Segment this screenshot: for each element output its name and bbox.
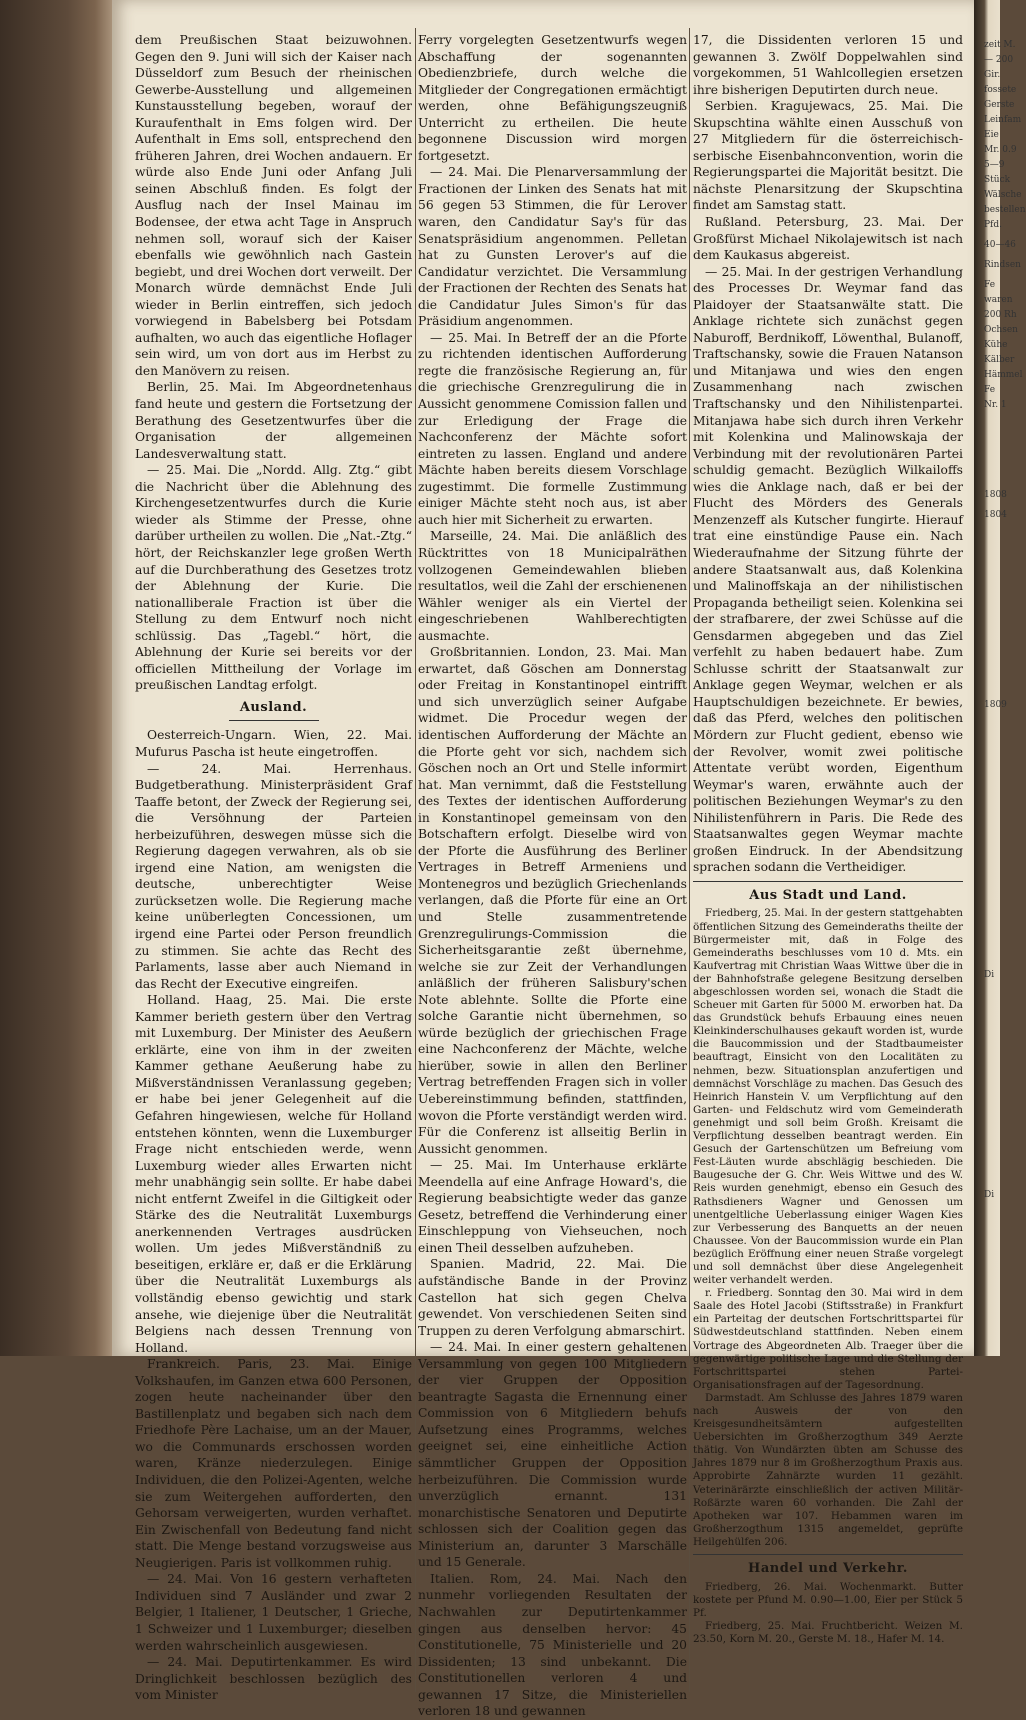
- column-1: [135, 32, 412, 1704]
- paragraph: — 24. Mai. Von 16 gestern verhafteten Individuen sind 7 Ausländer und zwar 2 Belgier, 1 Italiener, 1 Deutscher, 1 Grieche, 1 Schweizer und 1 Luxemburger; dieselben werden wahrscheinlich ausgewiesen.: [135, 1572, 412, 1653]
- edge-fragment: Wälsche: [984, 190, 1022, 200]
- edge-fragment: 5—9: [984, 160, 1005, 170]
- edge-fragment: Gerste: [984, 100, 1015, 110]
- column-rule: [415, 28, 416, 1692]
- column-3: [693, 32, 963, 1646]
- edge-fragment: 40—46: [984, 240, 1016, 250]
- paragraph: Spanien. Madrid, 22. Mai. Die aufständische Bande in der Provinz Castellon hat sich gegen Chelva gewendet. Von verschiedenen Seiten sind Truppen zu deren Verfolgung abmarschirt.: [418, 1257, 687, 1338]
- section-heading: Handel und Verkehr.: [748, 1561, 908, 1577]
- edge-fragment: Eie: [984, 130, 999, 140]
- edge-fragment: Nr. 1: [984, 400, 1007, 410]
- paragraph: — 25. Mai. Die „Nordd. Allg. Ztg.“ gibt die Nachricht über die Ablehnung des Kirchengesetzentwurfes durch die Kurie wieder als Stimme der Presse, ohne darüber urtheilen zu wollen. Die „Nat.-Ztg.“ hört, der Reichskanzler lege großen Werth auf die Durchberathung des Gesetzes trotz der Ablehnung der Kurie. Die nationalliberale Fraction ist über die Stellung zu dem Entwurf noch nicht schlüssig. Das „Tagebl.“ hört, die Ablehnung der Kurie sei bereits vor der officiellen Mittheilung der Vorlage im preußischen Landtag erfolgt.: [135, 463, 412, 693]
- edge-fragment: Kühe: [984, 340, 1008, 350]
- edge-fragment: Di: [984, 970, 995, 980]
- paragraph: Holland. Haag, 25. Mai. Die erste Kammer berieth gestern über den Vertrag mit Luxemburg. Der Minister des Aeußern erklärte, eine von ihm in der zweiten Kammer gethane Aeußerung habe zu Mißverständnissen Veranlassung gegeben; er habe bei jener Gelegenheit auf die Gefahren hingewiesen, welche für Holland entstehen könnten, wenn die Luxemburger Frage nicht entschieden werde, wenn Luxemburg wieder alles Erwarten nicht mehr unabhängig sein sollte. Er habe dabei nicht entfernt Zweifel in die Giltigkeit oder Stärke des die Neutralität Luxemburgs anerkennenden Vertrages ausdrücken wollen. Um jedes Mißverständniß zu beseitigen, erkläre er, daß er die Erklärung über die Neutralität Luxemburgs als vollständig ebenso gewichtig und stark ansehe, wie diejenige über die Neutralität Belgiens nach dessen Trennung von Holland.: [135, 993, 412, 1355]
- edge-fragment: Mr. 0.9: [984, 145, 1017, 155]
- paragraph: Oesterreich-Ungarn. Wien, 22. Mai. Mufurus Pascha ist heute eingetroffen.: [135, 728, 412, 759]
- paragraph: 17, die Dissidenten verloren 15 und gewannen 3. Zwölf Doppelwahlen sind vorgekommen, 51 Wahlcollegien ersetzen ihre bisherigen Deputirten durch neue.: [693, 33, 963, 97]
- edge-fragment: 1804: [984, 510, 1007, 520]
- paragraph: Berlin, 25. Mai. Im Abgeordnetenhaus fand heute und gestern die Fortsetzung der Berathung des Gesetzentwurfes über die Organisation der allgemeinen Landesverwaltung statt.: [135, 380, 412, 461]
- edge-fragment: Pfd.: [984, 220, 1003, 230]
- edge-fragment: 1809: [984, 700, 1007, 710]
- edge-fragment: Di: [984, 1190, 995, 1200]
- column-rule: [689, 28, 690, 1692]
- edge-fragment: Ochsen: [984, 325, 1018, 335]
- paragraph: — 24. Mai. Herrenhaus. Budgetberathung. Ministerpräsident Graf Taaffe betont, der Zweck der Regierung sei, die Versöhnung der Parteien herbeizuführen, deswegen müsse sich die Regierung dagegen verwahren, als ob sie irgend eine Nation, am wenigsten die deutsche, unberechtigter Weise zurücksetzen wolle. Die Regierung mache keine unüberlegten Concessionen, um irgend eine Partei oder Person freundlich zu stimmen. Sie achte das Recht des Parlaments, lasse aber auch Niemand in das Recht der Executive eingreifen.: [135, 761, 412, 991]
- edge-fragment: Gir.: [984, 70, 1001, 80]
- paragraph: Friedberg, 25. Mai. In der gestern stattgehabten öffentlichen Sitzung des Gemeinderaths theilte der Bürgermeister mit, daß in Folge des Gemeinderaths beschlusses vom 10 d. Mts. ein Kaufvertrag mit Christian Waas Wittwe über die in der Bahnhofstraße gelegene Besitzung derselben abgeschlossen worden sei, wonach die Stadt die Scheuer mit Garten für 5000 M. erworben hat. Da das Grundstück behufs Erbauung eines neuen Kleinkinderschulhauses gekauft worden ist, wurde die Baucommission und der Stadtbaumeister beauftragt, Einsicht von den Localitäten zu nehmen, bezw. Situationsplan anzufertigen und demnächst Vorschläge zu machen. Das Gesuch des Heinrich Hanstein V. um Verpflichtung auf den Garten- und Feldschutz wird vom Gemeinderath genehmigt und soll beim Großh. Kreisamt die Verpflichtung desselben beantragt werden. Ein Gesuch der Gartenschützen um Befreiung vom Fest-Läuten wurde abschlägig beschieden. Die Baugesuche der G. Chr. Weis Wittwe und des W. Reis wurden genehmigt, ebenso ein Gesuch des Rathsdieners Wagner und Genossen um unentgeltliche Ueberlassung einiger Wagen Kies zur Verbesserung des Banquetts an der neuen Chaussee. Von der Baucommission wurde ein Plan bezüglich Eröffnung einer neuen Straße vorgelegt und soll demnächst über diese Angelegenheit weiter verhandelt werden.: [693, 907, 963, 1287]
- paragraph: r. Friedberg. Sonntag den 30. Mai wird in dem Saale des Hotel Jacobi (Stiftsstraße) in Frankfurt ein Parteitag der deutschen Fortschrittspartei für Südwestdeutschland stattfinden. Neben einem Vortrage des Abgeordneten Alb. Traeger über die gegenwärtige politische Lage und die Stellung der Fortschrittspartei stehen Partei-Organisationsfragen auf der Tagesordnung.: [693, 1287, 963, 1391]
- paragraph: — 24. Mai. Deputirtenkammer. Es wird Dringlichkeit beschlossen bezüglich des vom Minister: [135, 1655, 412, 1703]
- edge-fragment: 200 Rh: [984, 310, 1017, 320]
- edge-fragment: Leinfam: [984, 115, 1022, 125]
- edge-fragment: Fe: [984, 385, 996, 395]
- paragraph: Serbien. Kragujewacs, 25. Mai. Die Skupschtina wählte einen Ausschuß von 27 Mitgliedern für die österreichisch-serbische Eisenbahnconvention, worin die Regierungspartei die Majorität besitzt. Die nächste Plenarsitzung der Skupschtina findet am Samstag statt.: [693, 99, 963, 213]
- divider: [229, 720, 319, 721]
- edge-fragment: Stück: [984, 175, 1011, 185]
- paragraph: Frankreich. Paris, 23. Mai. Einige Volkshaufen, im Ganzen etwa 600 Personen, zogen heute nacheinander über den Bastillenplatz und begaben sich nach dem Friedhofe Père Lachaise, um an der Mauer, wo die Communards erschossen worden waren, Kränze niederzulegen. Einige Individuen, die den Polizei-Agenten, welche sie zum Weitergehen aufforderten, den Gehorsam verweigerten, wurden verhaftet. Ein Zwischenfall von Bedeutung fand nicht statt. Die Menge bestand vorzugsweise aus Neugierigen. Paris ist vollkommen ruhig.: [135, 1357, 412, 1570]
- edge-fragment: fossete: [984, 85, 1017, 95]
- paragraph: — 24. Mai. In einer gestern gehaltenen Versammlung von gegen 100 Mitgliedern der vier Gruppen der Opposition beantragte Sagasta die Ernennung einer Commission von 6 Mitgliedern behufs Aufsetzung eines Programms, welches geeignet sei, eine einheitliche Action sämmtlicher Gruppen der Opposition herbeizuführen. Die Commission wurde unverzüglich ernannt. 131 monarchistische Senatoren und Deputirte schlossen sich der Coalition gegen das Ministerium an, darunter 3 Marschälle und 15 Generale.: [418, 1340, 687, 1570]
- next-page-edge: [974, 0, 1026, 1356]
- edge-fragment: Hämmel: [984, 370, 1023, 380]
- edge-fragment: 1808: [984, 490, 1007, 500]
- paragraph: — 25. Mai. In der gestrigen Verhandlung des Processes Dr. Weymar fand das Plaidoyer der Staatsanwälte statt. Die Anklage richtete sich zunächst gegen Naburoff, Berdnikoff, Löwenthal, Bulanoff, Traftschansky, sowie die Frauen Natanson und Mitanjawa und wies den engen Zusammenhang nach zwischen Traftschansky und den Nihilistenpartei. Mitanjawa habe sich durch ihren Verkehr mit Kolenkina und Malinowskaja der Verbindung mit der revolutionären Partei schuldig gemacht. Bezüglich Wilkailoffs wies die Anklage nach, daß er bei der Flucht des Mörders des Generals Menzenzeff als Kutscher fungirte. Hierauf trat eine einstündige Pause ein. Nach Wiederaufnahme der Sitzung führte der andere Staatsanwalt aus, daß Kolenkina und Malinoffskaja an der nihilistischen Propaganda betheiligt seien. Kolenkina sei der strafbarere, der zwei Schüsse auf die Gensdarmen abgegeben und das Ziel verfehlt zu haben bedauert habe. Zum Schlusse schritt der Staatsanwalt zur Anklage gegen Weymar, welchen er als Hauptschuldigen bezeichnete. Er bewies, daß das Pferd, welches den politischen Mördern zur Flucht gedient, ebenso wie der Revolver, womit zwei politische Attentate verübt worden, Eigenthum Weymar's waren, erwähnte auch der politischen Beziehungen Weymar's zu den Nihilistenführern in Paris. Die Rede des Staatsanwaltes gegen Weymar machte großen Eindruck. In der Abendsitzung sprachen sodann die Vertheidiger.: [693, 264, 963, 875]
- paragraph: — 25. Mai. In Betreff der an die Pforte zu richtenden identischen Aufforderung regte die französische Regierung an, für die griechische Grenzregulirung die in Aussicht genommene Comission fallen und zur Erledigung der Frage die Nachconferenz der Mächte sofort eintreten zu lassen. England und andere Mächte haben bereits diesem Vorschlage zugestimmt. Die formelle Zustimmung einiger Mächte steht noch aus, ist aber auch hier mit Sicherheit zu erwarten.: [418, 330, 687, 527]
- paragraph: — 25. Mai. Im Unterhause erklärte Meendella auf eine Anfrage Howard's, die Regierung beabsichtigte weder das ganze Gesetz, betreffend die Verhinderung einer Einschleppung von Viehseuchen, noch einen Theil desselben aufzuheben.: [418, 1158, 687, 1255]
- edge-fragment: — 200: [984, 55, 1014, 65]
- paragraph: Rußland. Petersburg, 23. Mai. Der Großfürst Michael Nikolajewitsch ist nach dem Kaukasus abgereist.: [693, 215, 963, 263]
- edge-fragment: zeit M.: [984, 40, 1016, 50]
- paragraph: Marseille, 24. Mai. Die anläßlich des Rücktrittes von 18 Municipalräthen vollzogenen Gemeindewahlen blieben resultatlos, weil die Zahl der erschienenen Wähler weniger als ein Viertel der eingeschriebenen Wahlberechtigten ausmachte.: [418, 529, 687, 643]
- paragraph: Darmstadt. Am Schlusse des Jahres 1879 waren nach Ausweis der von den Kreisgesundheitsämtern aufgestellten Uebersichten im Großherzogthum 349 Aerzte thätig. Von Wundärzten übten am Schusse des Jahres 1879 nur 8 im Großherzogthum Praxis aus. Approbirte Zahnärzte wurden 11 gezählt. Veterinärärzte einschließlich der activen Militär-Roßärzte waren 60 vorhanden. Die Zahl der Apotheken war 107. Hebammen waren im Großherzogthum 1315 angemeldet, geprüfte Heilgehülfen 206.: [693, 1391, 963, 1548]
- column-2: [418, 32, 687, 1720]
- edge-fragment: Kälber: [984, 355, 1015, 365]
- book-binding: [0, 0, 112, 1356]
- edge-fragment: bestellen: [984, 205, 1026, 215]
- paragraph: — 24. Mai. Die Plenarversammlung der Fractionen der Linken des Senats hat mit 56 gegen 53 Stimmen, die für Lerover waren, den Candidatur Say's für das Senatspräsidium angenommen. Pelletan hat zu Gunsten Lerover's auf die Candidatur verzichtet. Die Versammlung der Fractionen der Rechten des Senats hat die Candidatur Jules Simon's für das Präsidium angenommen.: [418, 165, 687, 329]
- section-heading: Aus Stadt und Land.: [749, 887, 907, 903]
- paragraph: Italien. Rom, 24. Mai. Nach den nunmehr vorliegenden Resultaten der Nachwahlen zur Deputirtenkammer gingen aus denselben hervor: 45 Constitutionelle, 75 Ministerielle und 20 Dissidenten; 13 sind unbekannt. Die Constitutionellen verloren 4 und gewannen 17 Sitze, die Ministeriellen verloren 18 und gewannen: [418, 1571, 687, 1719]
- divider: [693, 1554, 963, 1555]
- divider: [693, 881, 963, 882]
- paragraph: Friedberg, 25. Mai. Fruchtbericht. Weizen M. 23.50, Korn M. 20., Gerste M. 18., Hafer M. 14.: [693, 1619, 963, 1645]
- edge-fragment: Fe: [984, 280, 996, 290]
- edge-fragment: Rindsen: [984, 260, 1021, 270]
- paragraph: Ferry vorgelegten Gesetzentwurfs wegen Abschaffung der sogenannten Obedienzbriefe, durch welche die Mitglieder der Congregationen ermächtigt werden, ohne Befähigungszeugniß Unterricht zu ertheilen. Die heute begonnene Discussion wird morgen fortgesetzt.: [418, 33, 687, 163]
- paragraph: Großbritannien. London, 23. Mai. Man erwartet, daß Göschen am Donnerstag oder Freitag in Konstantinopel eintrifft und sich unverzüglich seiner Aufgabe widmet. Die Procedur wegen der identischen Aufforderung der Mächte an die Pforte geht vor sich, nachdem sich Göschen noch an Ort und Stelle informirt hat. Man vernimmt, daß die Feststellung des Textes der identischen Aufforderung in Konstantinopel gemeinsam von den Botschaftern erfolgt. Dieselbe wird von der Pforte die Ausführung des Berliner Vertrages in Betreff Armeniens und Montenegros und bezüglich Griechenlands verlangen, daß die Pforte für eine an Ort und Stelle zusammentretende Grenzregulirungs-Commission die Sicherheitsgarantie zeßt übernehme, welche sie zur Zeit der Verhandlungen anläßlich der früheren Salisbury'schen Note ablehnte. Sollte die Pforte eine solche Garantie nicht übernehmen, so würde bezüglich der griechischen Frage eine Nachconferenz der Mächte, welche hierüber, sowie in allen den Berliner Vertrag betreffenden Fragen sich in voller Uebereinstimmung befinden, stattfinden, wovon die Pforte verständigt werden wird. Für die Conferenz ist allseitig Berlin in Aussicht genommen.: [418, 645, 687, 1156]
- paragraph: dem Preußischen Staat beizuwohnen. Gegen den 9. Juni will sich der Kaiser nach Düsseldorf zum Besuch der rheinischen Gewerbe-Ausstellung und allgemeinen Kunstausstellung begeben, worauf der Kuraufenthalt in Ems folgen wird. Der Aufenthalt in Ems soll, entsprechend den früheren Jahren, drei Wochen andauern. Er würde also Ende Juni oder Anfang Juli seinen Abschluß finden. Es folgt der Ausflug nach der Insel Mainau im Bodensee, der etwa acht Tage in Anspruch nehmen soll, worauf sich der Kaiser ebenfalls wie gewöhnlich nach Gastein begiebt, und drei Wochen dort verweilt. Der Monarch würde demnächst Ende Juli wieder in Berlin eintreffen, sich jedoch vorwiegend in Babelsberg bei Potsdam aufhalten, wo auch das eigentliche Hoflager sein wird, um von dort aus im Herbst zu den Manövern zu reisen.: [135, 33, 412, 378]
- paragraph: Friedberg, 26. Mai. Wochenmarkt. Butter kostete per Pfund M. 0.90—1.00, Eier per Stück 5 Pf.: [693, 1580, 963, 1619]
- edge-fragment: waren: [984, 295, 1013, 305]
- section-heading: Ausland.: [239, 699, 308, 715]
